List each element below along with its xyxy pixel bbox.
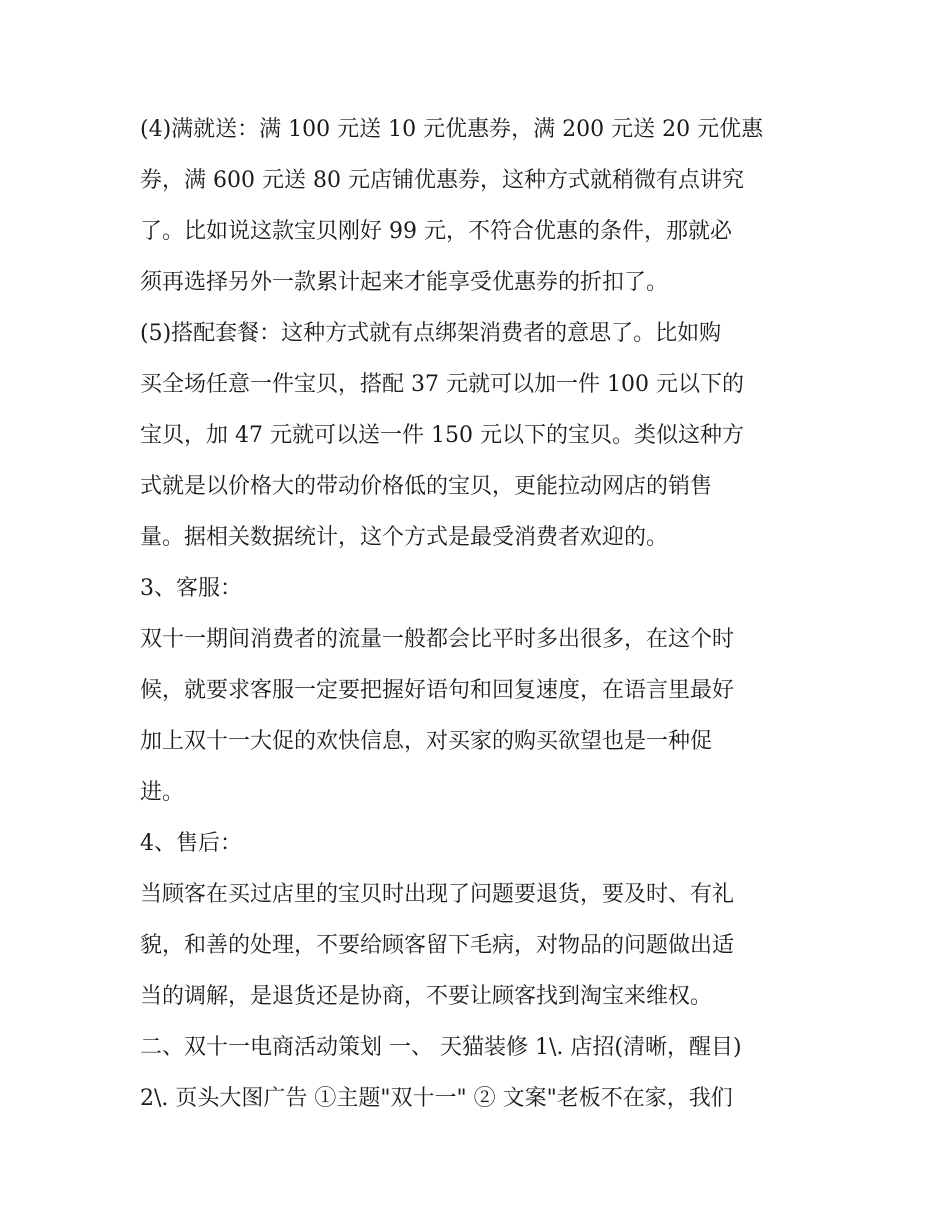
text-line: 须再选择另外一款累计起来才能享受优惠券的折扣了。 [140,270,669,295]
text-line: 了。比如说这款宝贝刚好 99 元，不符合优惠的条件，那就必 [140,219,732,244]
text-line: 双十一期间消费者的流量一般都会比平时多出很多，在这个时 [140,627,735,652]
text-line: 券，满 600 元送 80 元店铺优惠券，这种方式就稍微有点讲究 [140,168,744,193]
text-line: 式就是以价格大的带动价格低的宝贝，更能拉动网店的销售 [140,474,713,499]
text-line: 宝贝，加 47 元就可以送一件 150 元以下的宝贝。类似这种方 [140,423,744,448]
section-heading-customer-service: 3、客服： [140,576,242,601]
text-line: 进。 [140,780,185,805]
text-line: (4)满就送：满 100 元送 10 元优惠券，满 200 元送 20 元优惠 [140,117,764,142]
text-line: 当顾客在买过店里的宝贝时出现了问题要退货，要及时、有礼 [140,882,735,907]
text-line: 加上双十一大促的欢快信息，对买家的购买欲望也是一种促 [140,729,713,754]
text-line: 买全场任意一件宝贝，搭配 37 元就可以加一件 100 元以下的 [140,372,744,397]
text-line: 2\. 页头大图广告 ①主题"双十一" ② 文案"老板不在家，我们 [140,1086,733,1111]
text-line: 当的调解，是退货还是协商，不要让顾客找到淘宝来维权。 [140,984,713,1009]
text-line: (5)搭配套餐：这种方式就有点绑架消费者的意思了。比如购 [140,321,722,346]
section-heading-after-sales: 4、售后： [140,831,242,856]
text-line: 貌，和善的处理，不要给顾客留下毛病，对物品的问题做出适 [140,933,735,958]
document-body [140,104,820,1124]
section-heading-plan: 二、双十一电商活动策划 一、 天猫装修 1\. 店招(清晰，醒目) [140,1035,742,1060]
text-line: 候，就要求客服一定要把握好语句和回复速度，在语言里最好 [140,678,735,703]
text-line: 量。据相关数据统计，这个方式是最受消费者欢迎的。 [140,525,669,550]
